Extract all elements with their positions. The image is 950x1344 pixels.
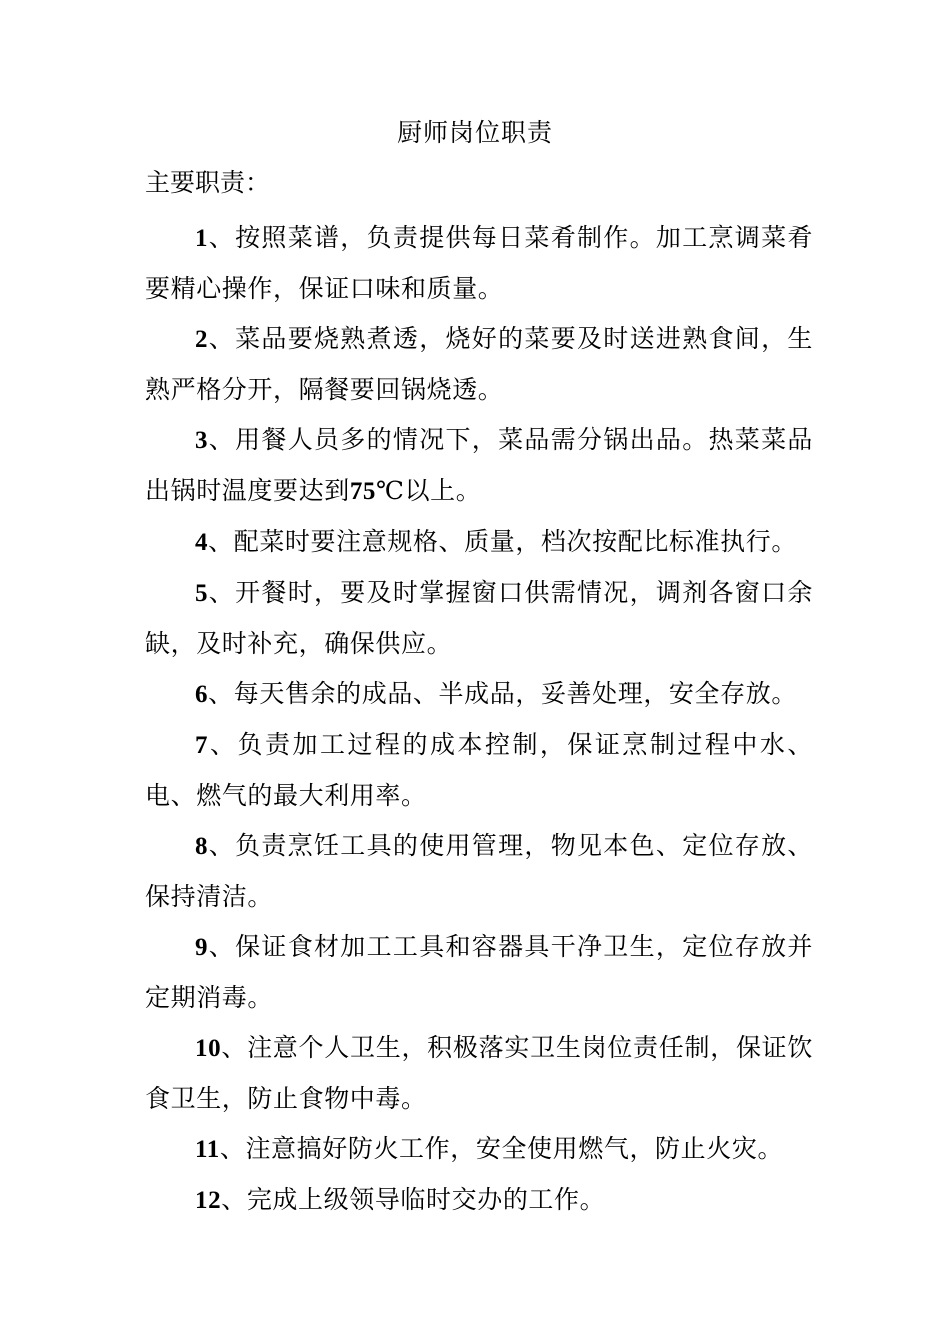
duty-item-5: [145, 568, 813, 669]
duty-item-3: [145, 415, 813, 517]
item-number: 1: [195, 225, 209, 252]
item-number: 9: [195, 934, 209, 961]
item-separator: 、: [208, 324, 236, 353]
duty-item-11: [145, 1124, 813, 1175]
item-text: 按照菜谱，负责提供每日菜肴制作。加工烹调菜肴要精心操作，保证口味和质量。: [145, 223, 813, 303]
duty-item-8: [145, 821, 813, 922]
item-separator: 、: [208, 932, 236, 961]
item-number: 10: [195, 1035, 222, 1062]
item-text: 完成上级领导临时交办的工作。: [246, 1185, 606, 1214]
item-number: 4: [195, 529, 209, 556]
item-number: 3: [195, 427, 209, 454]
item-text: 负责加工过程的成本控制，保证烹制过程中水、电、燃气的最大利用率。: [145, 730, 813, 810]
item-number: 2: [195, 326, 209, 353]
item-text: 保证食材加工工具和容器具干净卫生，定位存放并定期消毒。: [145, 932, 813, 1012]
item-text: 菜品要烧熟煮透，烧好的菜要及时送进熟食间，生熟严格分开，隔餐要回锅烧透。: [145, 324, 813, 404]
document-title: 厨师岗位职责: [396, 118, 553, 147]
item-text: 开餐时，要及时掌握窗口供需情况，调剂各窗口余缺，及时补充，确保供应。: [145, 578, 813, 658]
item-number: 11: [195, 1136, 220, 1163]
item-number: 5: [195, 580, 209, 607]
item-text: 注意个人卫生，积极落实卫生岗位责任制，保证饮食卫生，防止食物中毒。: [145, 1033, 814, 1113]
duty-item-7: [145, 720, 813, 821]
section-label: 主要职责：: [145, 168, 271, 197]
item-number: 12: [195, 1187, 222, 1214]
duty-item-12: [145, 1175, 813, 1226]
item-separator: 、: [208, 730, 238, 759]
item-number: 7: [195, 732, 209, 759]
duty-item-4: [145, 517, 813, 568]
item-separator: 、: [208, 679, 234, 708]
item-text-before: 用餐人员多的情况下，菜品需分锅出品。热菜菜品出锅时温度要达到: [145, 425, 813, 505]
item-text-after: ℃以上。: [376, 476, 482, 505]
item-number: 6: [195, 681, 209, 708]
temperature-value: 75: [349, 478, 377, 505]
item-separator: 、: [208, 223, 236, 252]
item-number: 8: [195, 833, 209, 860]
item-separator: 、: [208, 425, 236, 454]
item-separator: 、: [221, 1185, 247, 1214]
item-text: 每天售余的成品、半成品，妥善处理，安全存放。: [233, 679, 797, 708]
duty-item-1: [145, 213, 813, 314]
item-separator: 、: [219, 1134, 246, 1163]
duty-item-2: [145, 314, 813, 415]
duty-item-9: [145, 922, 813, 1023]
item-separator: 、: [208, 527, 234, 556]
item-separator: 、: [208, 831, 236, 860]
duty-item-10: [145, 1023, 813, 1124]
item-text: 注意搞好防火工作，安全使用燃气，防止火灾。: [245, 1134, 784, 1163]
item-text: 负责烹饪工具的使用管理，物见本色、定位存放、保持清洁。: [145, 831, 813, 911]
duty-item-6: [145, 669, 813, 720]
item-text: 配菜时要注意规格、质量，档次按配比标准执行。: [233, 527, 797, 556]
item-separator: 、: [221, 1033, 248, 1062]
item-separator: 、: [208, 578, 236, 607]
duty-list: [145, 213, 813, 1226]
